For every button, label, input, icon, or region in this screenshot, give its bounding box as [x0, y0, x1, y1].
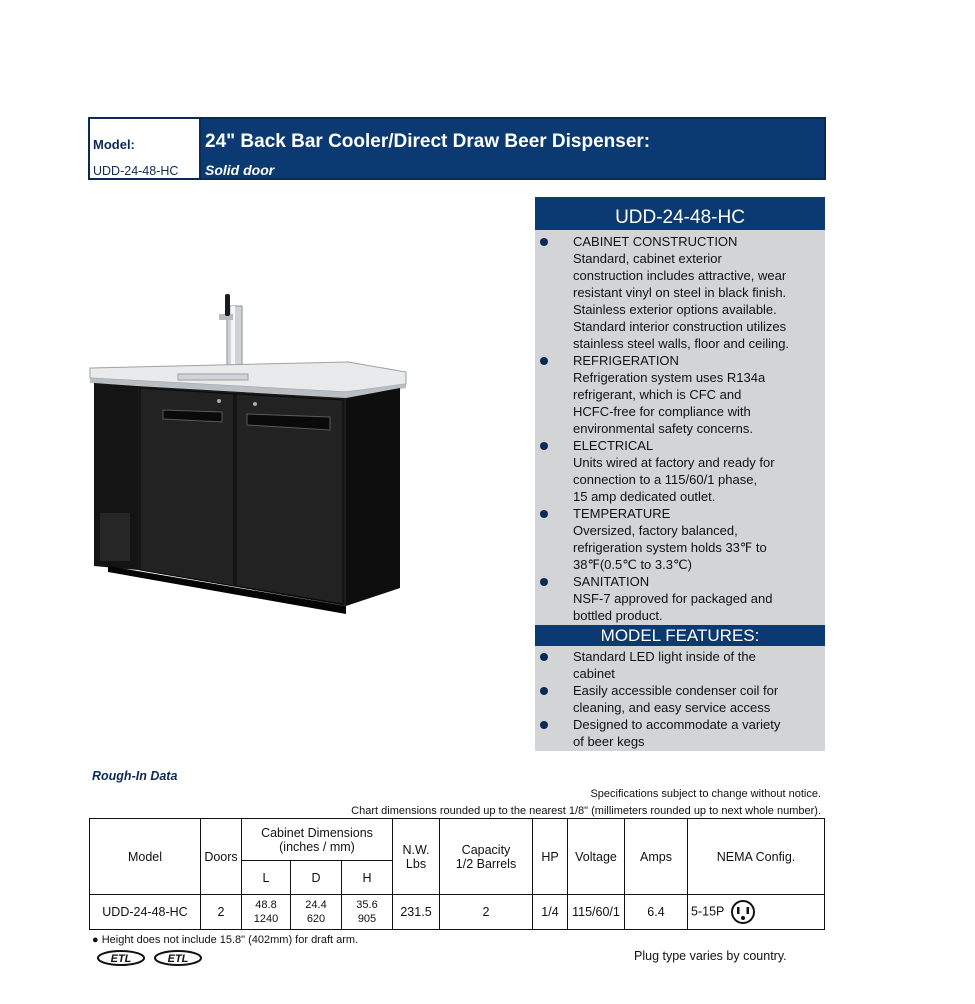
- spec-bullet-icon: [540, 238, 548, 246]
- title-bar: [201, 119, 824, 178]
- plug-note: Plug type varies by country.: [634, 949, 787, 963]
- spec-text-line: Stainless exterior options available.: [573, 302, 777, 317]
- feature-bullet-icon: [540, 653, 548, 661]
- etl-logo-icon: [96, 950, 204, 966]
- table-header-row: [90, 819, 825, 861]
- spec-heading: CABINET CONSTRUCTION: [573, 234, 738, 249]
- spec-text-line: 38℉(0.5℃ to 3.3℃): [573, 557, 692, 572]
- lbs-label: Lbs: [405, 856, 427, 871]
- l-mm: 1240: [253, 913, 279, 925]
- col-l: L: [242, 861, 291, 895]
- d-inches: 24.4: [305, 899, 327, 911]
- title-header: [88, 117, 826, 180]
- spec-text-line: NSF-7 approved for packaged and: [573, 591, 773, 606]
- cell-d: [291, 895, 342, 930]
- plug-icon: [728, 899, 758, 925]
- col-doors: Doors: [201, 819, 242, 895]
- feature-bullet-icon: [540, 687, 548, 695]
- barrels-label: 1/2 Barrels: [455, 856, 517, 871]
- cell-hp: 1/4: [533, 895, 568, 930]
- spec-text-line: stainless steel walls, floor and ceiling.: [573, 336, 790, 351]
- col-weight: [393, 819, 440, 895]
- cabinet-dims-label: Cabinet Dimensions: [261, 825, 373, 840]
- spec-text-line: HCFC-free for compliance with: [573, 404, 751, 419]
- spec-text-line: resistant vinyl on steel in black finish.: [573, 285, 787, 300]
- col-voltage: Voltage: [568, 819, 625, 895]
- features-header: [535, 625, 825, 646]
- col-amps: Amps: [625, 819, 688, 895]
- col-cabinet-dims: [242, 819, 393, 861]
- feature-text-line: Easily accessible condenser coil for: [573, 683, 779, 698]
- nema-value: 5-15P: [691, 904, 725, 919]
- specification-panel: [535, 197, 825, 751]
- h-mm: 905: [357, 913, 377, 925]
- cell-voltage: 115/60/1: [568, 895, 625, 930]
- page-subtitle: Solid door: [205, 162, 275, 178]
- page-title: 24" Back Bar Cooler/Direct Draw Beer Dispenser:: [205, 131, 651, 152]
- col-nema: NEMA Config.: [688, 819, 825, 895]
- capacity-label: Capacity: [461, 842, 511, 857]
- spec-bullet-icon: [540, 578, 548, 586]
- feature-text-line: of beer kegs: [573, 734, 645, 749]
- spec-text-line: Oversized, factory balanced,: [573, 523, 738, 538]
- h-inches: 35.6: [356, 899, 378, 911]
- feature-text-line: cleaning, and easy service access: [573, 700, 771, 715]
- model-number: UDD-24-48-HC: [93, 164, 179, 178]
- rounding-note: Chart dimensions rounded up to the nearest 1/8" (millimeters rounded up to next whole number).: [351, 805, 821, 817]
- d-mm: 620: [306, 913, 326, 925]
- spec-text-line: Units wired at factory and ready for: [573, 455, 775, 470]
- col-h: H: [342, 861, 393, 895]
- footnote-text: Height does not include 15.8" (402mm) for draft arm.: [101, 934, 359, 946]
- footnote: [92, 934, 358, 946]
- col-hp: HP: [533, 819, 568, 895]
- rough-in-table: [89, 818, 825, 930]
- cell-nema: [688, 895, 825, 930]
- feature-text-line: Standard LED light inside of the: [573, 649, 756, 664]
- bullet-icon: ●: [92, 934, 99, 946]
- l-inches: 48.8: [255, 899, 277, 911]
- nw-label: N.W.: [402, 842, 430, 857]
- model-label-box: [90, 119, 201, 178]
- spec-panel-title: UDD-24-48-HC: [615, 207, 745, 228]
- spec-text-line: refrigeration system holds 33℉ to: [573, 540, 767, 555]
- cell-doors: 2: [201, 895, 242, 930]
- spec-heading: TEMPERATURE: [573, 506, 671, 521]
- cell-h: [342, 895, 393, 930]
- feature-bullet-icon: [540, 721, 548, 729]
- etl-logo-text-1: ETL: [110, 953, 132, 965]
- col-d: D: [291, 861, 342, 895]
- spec-text-line: construction includes attractive, wear: [573, 268, 787, 283]
- etl-logos: [96, 950, 204, 971]
- cell-capacity: 2: [440, 895, 533, 930]
- spec-heading: SANITATION: [573, 574, 650, 589]
- spec-text-line: Standard, cabinet exterior: [573, 251, 722, 266]
- cell-model: UDD-24-48-HC: [90, 895, 201, 930]
- cell-l: [242, 895, 291, 930]
- cell-nw: 231.5: [393, 895, 440, 930]
- etl-logo-text-2: ETL: [167, 953, 189, 965]
- feature-text-line: Designed to accommodate a variety: [573, 717, 781, 732]
- table-row: [90, 895, 825, 930]
- spec-text-line: 15 amp dedicated outlet.: [573, 489, 716, 504]
- features-title: MODEL FEATURES:: [600, 626, 760, 645]
- col-capacity: [440, 819, 533, 895]
- model-label: Model:: [93, 137, 135, 152]
- spec-text-line: bottled product.: [573, 608, 663, 623]
- spec-heading: REFRIGERATION: [573, 353, 679, 368]
- spec-panel-header: [535, 197, 825, 230]
- spec-bullet-icon: [540, 357, 548, 365]
- spec-bullet-icon: [540, 510, 548, 518]
- col-model: Model: [90, 819, 201, 895]
- cabinet-dims-unit: (inches / mm): [279, 839, 355, 854]
- spec-text-line: connection to a 115/60/1 phase,: [573, 472, 758, 487]
- cell-amps: 6.4: [625, 895, 688, 930]
- spec-text-line: refrigerant, which is CFC and: [573, 387, 742, 402]
- spec-heading: ELECTRICAL: [573, 438, 654, 453]
- product-image: [88, 288, 410, 618]
- feature-text-line: cabinet: [573, 666, 615, 681]
- spec-bullet-icon: [540, 442, 548, 450]
- rough-in-title: Rough-In Data: [92, 769, 178, 783]
- spec-text-line: Refrigeration system uses R134a: [573, 370, 766, 385]
- spec-change-note: Specifications subject to change without notice.: [590, 788, 821, 800]
- spec-text-line: Standard interior construction utilizes: [573, 319, 787, 334]
- spec-text-line: environmental safety concerns.: [573, 421, 753, 436]
